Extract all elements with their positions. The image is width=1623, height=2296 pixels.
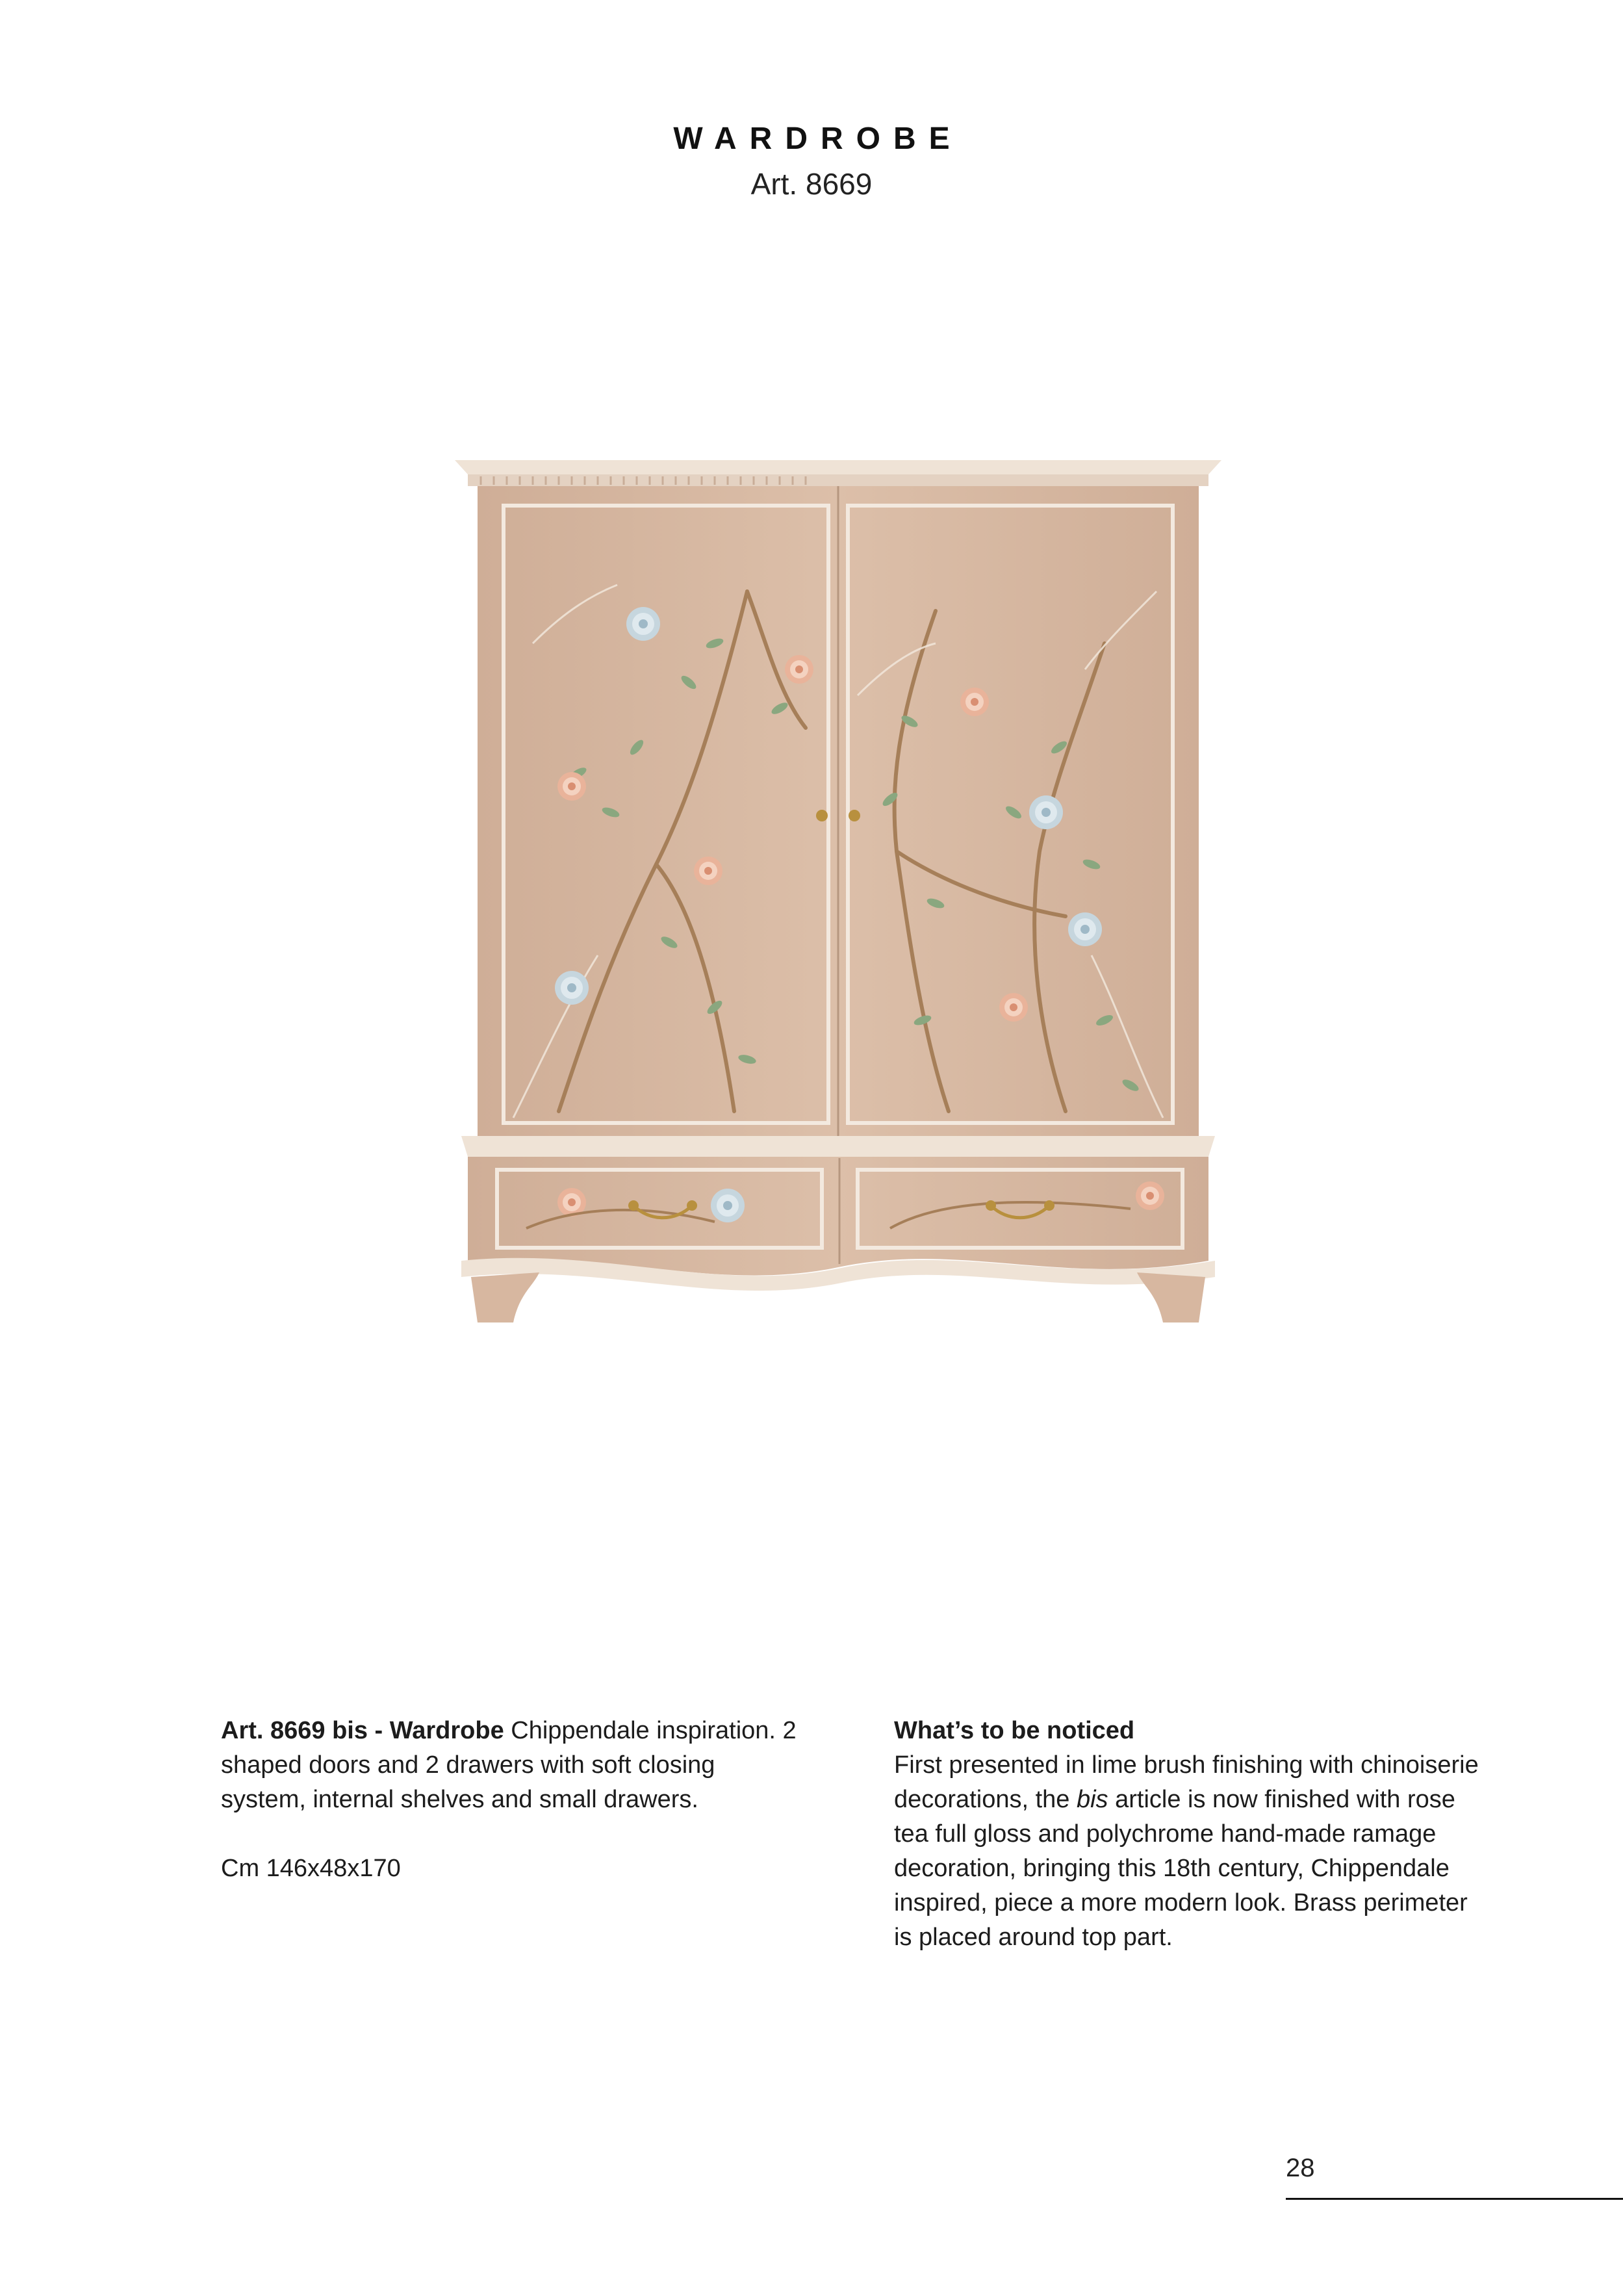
dimensions: Cm 146x48x170 xyxy=(221,1855,401,1882)
notice-emphasis: bis xyxy=(1076,1786,1108,1813)
notice-column xyxy=(894,1714,1479,1955)
notice-text: First presented in lime brush finishing with chinoiserie decorations, the bis article is now finished with rose tea full gloss and polychrome hand-made ramage decoration, bringing this 18th century, Chippendale inspired, piece a more modern look. Brass perimeter is placed around top part. xyxy=(894,1751,1479,1951)
page-title: WARDROBE xyxy=(673,122,963,156)
page-number: 28 xyxy=(1286,2154,1315,2182)
wardrobe-photo xyxy=(442,448,1234,1384)
description-column xyxy=(221,1714,806,1886)
description-heading: Art. 8669 bis - Wardrobe xyxy=(221,1717,504,1744)
description-paragraph xyxy=(221,1714,806,1817)
article-number: Art. 8669 xyxy=(750,167,873,201)
notice-heading: What’s to be noticed xyxy=(894,1717,1135,1744)
description-text: Chippendale inspiration. 2 shaped doors and 2 drawers with soft closing system, internal shelves and small drawers. xyxy=(221,1717,797,1813)
footer-rule xyxy=(1286,2198,1623,2200)
